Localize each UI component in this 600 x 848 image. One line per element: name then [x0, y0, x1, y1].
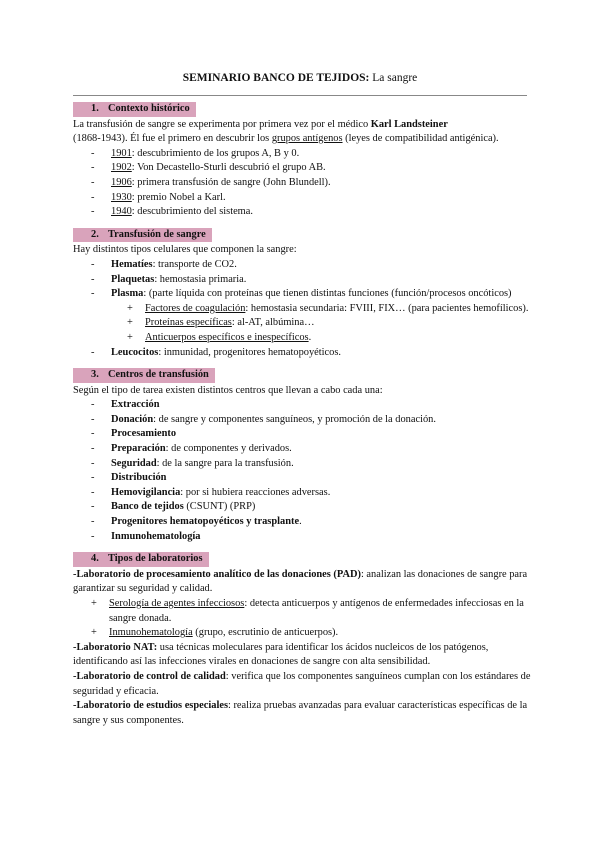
underlined-term: Proteínas específicas: [145, 317, 232, 329]
year: 1902: [111, 162, 132, 174]
item-text: : al-AT, albúmina…: [231, 317, 315, 329]
section-number: 1.: [91, 103, 99, 114]
bold-term: -Laboratorio de estudios especiales: [73, 700, 228, 712]
bold-term: Seguridad: [111, 457, 157, 469]
list-item: [73, 191, 533, 206]
underlined-text: grupos antígenos: [271, 133, 343, 145]
item-text: : descubrimiento de los grupos A, B y 0.: [131, 147, 300, 159]
list-item: [73, 530, 533, 545]
item-text: : hemostasia secundaria: FVIII, FIX… (para pacientes hemofílicos).: [245, 302, 529, 314]
list-item: [73, 287, 533, 345]
bold-term: Hematíes: [111, 258, 153, 270]
sublist-item: [73, 597, 533, 626]
sublist-item: [73, 302, 533, 317]
document-title: [0, 72, 600, 84]
paragraph: [73, 568, 533, 597]
paragraph: [73, 118, 533, 147]
bold-term: Donación: [111, 413, 154, 425]
list-item: [73, 161, 533, 176]
text: (leyes de compatibilidad antigénica).: [342, 133, 499, 145]
bold-term: -Laboratorio de control de calidad: [73, 670, 226, 682]
paragraph: [73, 699, 533, 728]
section-title: Centros de transfusión: [108, 369, 209, 381]
title-bold: SEMINARIO BANCO DE TEJIDOS:: [182, 72, 370, 84]
item-text: : verifica que los componentes sanguíneos cumplan con los estándares de seguridad y eficacia.: [73, 670, 531, 697]
item-text: : realiza pruebas avanzadas para evaluar características específicas de la sangre y sus componentes.: [73, 700, 528, 726]
section-heading: [73, 552, 209, 567]
item-text: : transporte de CO2.: [152, 258, 237, 270]
section-historical-context: [73, 102, 533, 220]
pad-sublist: [73, 597, 533, 641]
item-text: : descubrimiento del sistema.: [131, 206, 253, 218]
item-text: : (parte líquida con proteínas que tienen distintas funciones (función/procesos oncóticos): [143, 288, 512, 300]
underlined-term: Inmunohematología: [109, 627, 193, 639]
list-item: [73, 471, 533, 486]
list-item: [73, 147, 533, 162]
item-text: : por si hubiera reacciones adversas.: [180, 486, 331, 498]
bold-term: Inmunohematología: [111, 530, 201, 542]
item-text: : inmunidad, progenitores hematopoyéticos.: [158, 346, 341, 358]
bold-term: Extracción: [111, 399, 160, 411]
paragraph: [73, 670, 533, 699]
text: La transfusión de sangre se experimenta por primera vez por el médico: [73, 118, 371, 130]
item-text: .: [299, 516, 302, 528]
underlined-term: Serología de agentes infecciosos: [109, 598, 245, 609]
section-heading: [73, 368, 215, 383]
item-text: : detecta anticuerpos y antígenos de enfermedades infecciosas en la sangre donada.: [109, 598, 524, 624]
bold-term: Progenitores hematopoyéticos y trasplante: [111, 516, 300, 528]
item-text: : de la sangre para la transfusión.: [156, 457, 294, 469]
item-text: : de sangre y componentes sanguíneos, y promoción de la donación.: [153, 413, 436, 425]
item-text: : premio Nobel a Karl.: [131, 191, 226, 203]
bold-term: Banco de tejidos: [111, 501, 184, 513]
item-text: .: [308, 331, 312, 343]
list-item: [73, 500, 533, 515]
plasma-sublist: [73, 302, 533, 346]
cell-type-list: [73, 258, 533, 360]
underlined-term: Anticuerpos específicos e inespecíficos: [145, 331, 309, 343]
list-item: [73, 176, 533, 191]
document-body: [73, 102, 533, 728]
section-heading: [73, 102, 196, 117]
bold-term: Leucocitos: [111, 346, 159, 358]
list-item: [73, 413, 533, 428]
sublist-item: [73, 626, 533, 641]
bold-term: -Laboratorio NAT:: [73, 641, 158, 653]
item-text: : de componentes y derivados.: [165, 443, 292, 455]
section-blood-transfusion: [73, 228, 533, 360]
year: 1901: [111, 147, 132, 159]
section-lab-types: [73, 552, 533, 728]
section-heading: [73, 228, 212, 243]
list-item: [73, 442, 533, 457]
list-item: [73, 457, 533, 472]
list-item: [73, 398, 533, 413]
year: 1906: [111, 176, 132, 188]
list-item: [73, 346, 533, 361]
bold-term: Preparación: [111, 443, 166, 455]
list-item: [73, 273, 533, 288]
bold-term: Plaquetas: [111, 273, 155, 285]
section-title: Transfusión de sangre: [108, 228, 206, 240]
list-item: [73, 515, 533, 530]
list-item: [73, 205, 533, 220]
title-rest: La sangre: [369, 72, 418, 84]
bold-term: -Laboratorio de procesamiento analítico de las donaciones (PAD): [73, 568, 361, 580]
timeline-list: [73, 147, 533, 220]
section-title: Contexto histórico: [108, 103, 190, 114]
paragraph: Según el tipo de tarea existen distintos centros que llevan a cabo cada una:: [73, 384, 383, 396]
bold-term: Procesamiento: [111, 428, 177, 440]
text: (1868-1943). Él fue el primero en descubrir los: [73, 133, 272, 145]
sublist-item: [73, 331, 533, 346]
bold-term: Hemovigilancia: [111, 486, 181, 498]
item-text: : hemostasia primaria.: [154, 273, 247, 285]
item-text: : Von Decastello-Sturli descubrió el grupo AB.: [131, 162, 326, 174]
underlined-term: Factores de coagulación: [145, 302, 246, 314]
year: 1940: [111, 206, 132, 218]
section-number: 3.: [91, 369, 99, 381]
centers-list: [73, 398, 533, 544]
item-text: : analizan las donaciones de sangre para garantizar su seguridad y calidad.: [73, 568, 528, 595]
item-text: : primera transfusión de sangre (John Blundell).: [131, 176, 331, 188]
list-item: [73, 486, 533, 501]
item-text: (CSUNT) (PRP): [183, 501, 256, 513]
item-text: (grupo, escrutinio de anticuerpos).: [192, 627, 339, 639]
list-item: [73, 427, 533, 442]
section-number: 4.: [91, 553, 99, 565]
item-text: usa técnicas moleculares para identificar los ácidos nucleicos de los patógenos, identificando así las infecciones virales en donaciones de sangre con alta sensibilidad.: [73, 641, 489, 668]
paragraph: Hay distintos tipos celulares que componen la sangre:: [73, 244, 297, 256]
year: 1930: [111, 191, 132, 203]
list-item: [73, 258, 533, 273]
section-transfusion-centers: [73, 368, 533, 544]
bold-term: Distribución: [111, 472, 167, 484]
title-divider: [73, 95, 527, 96]
section-number: 2.: [91, 228, 99, 240]
sublist-item: [73, 316, 533, 331]
bold-text: Karl Landsteiner: [370, 118, 448, 130]
paragraph: [73, 641, 533, 670]
section-title: Tipos de laboratorios: [108, 553, 203, 565]
bold-term: Plasma: [111, 288, 144, 300]
